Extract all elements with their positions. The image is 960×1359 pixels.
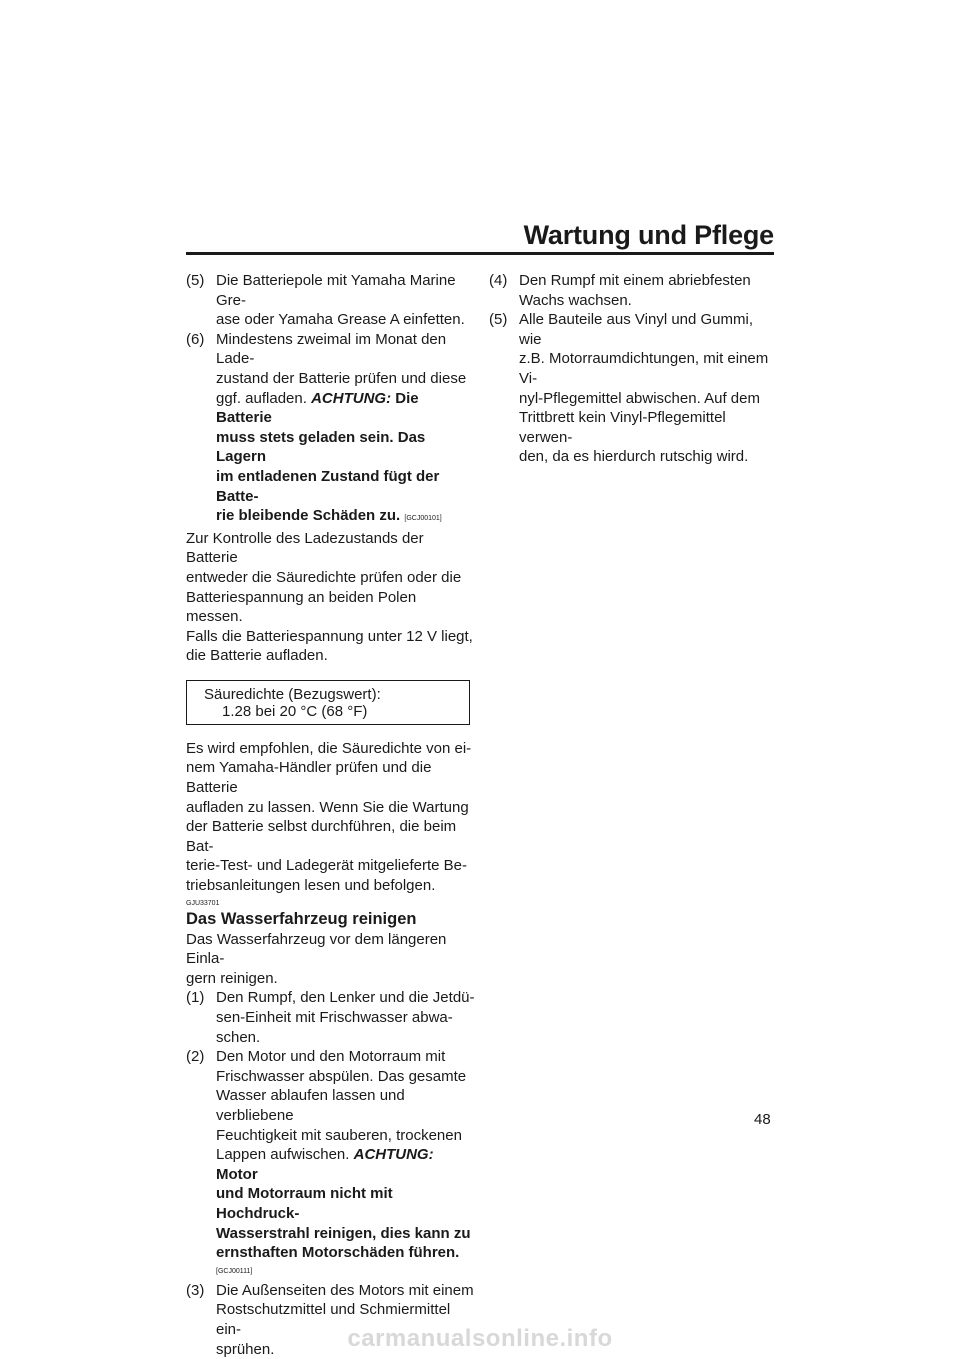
battery-step-5 xyxy=(186,271,476,330)
step-line: Die Außenseiten des Motors mit einem xyxy=(216,1281,476,1301)
section-title: Das Wasserfahrzeug reinigen xyxy=(186,909,476,929)
spec-value: 1.28 bei 20 °C (68 °F) xyxy=(204,703,469,720)
text-line: Falls die Batteriespannung unter 12 V liegt, xyxy=(186,627,476,647)
warning-text: Wasserstrahl reinigen, dies kann zu xyxy=(216,1224,476,1244)
step-line: Wasser ablaufen lassen und verbliebene xyxy=(216,1086,476,1125)
text-line: der Batterie selbst durchführen, die beim Bat- xyxy=(186,817,476,856)
warning-text: Die Batterie xyxy=(216,390,419,427)
step-line: sen-Einheit mit Frischwasser abwa- xyxy=(216,1008,476,1028)
cleaning-step-5 xyxy=(489,310,779,467)
step-number: (3) xyxy=(186,1281,204,1301)
footer-watermark: carmanualsonline.info xyxy=(0,1325,960,1353)
section-code: GJU33701 xyxy=(186,899,476,909)
step-line: Wachs wachsen. xyxy=(519,291,779,311)
step-line: Die Batteriepole mit Yamaha Marine Gre- xyxy=(216,271,476,310)
page-header-title: Wartung und Pflege xyxy=(524,220,774,251)
text-line: nem Yamaha-Händler prüfen und die Batterie xyxy=(186,758,476,797)
text-line: Zur Kontrolle des Ladezustands der Batterie xyxy=(186,529,476,568)
step-number: (6) xyxy=(186,330,204,350)
cleaning-step-4 xyxy=(489,271,779,310)
step-line: Den Motor und den Motorraum mit xyxy=(216,1047,476,1067)
step-line: Frischwasser abspülen. Das gesamte xyxy=(216,1067,476,1087)
warning-code: [GCJ00111] xyxy=(216,1266,476,1278)
step-line: Rostschutzmittel und Schmiermittel ein- xyxy=(216,1300,476,1339)
text-line: Das Wasserfahrzeug vor dem längeren Einla- xyxy=(186,930,476,969)
step-number: (2) xyxy=(186,1047,204,1067)
step-line: Feuchtigkeit mit sauberen, trockenen xyxy=(216,1126,476,1146)
spec-label: Säuredichte (Bezugswert): xyxy=(204,686,469,703)
step-line: Den Rumpf, den Lenker und die Jetdü- xyxy=(216,988,476,1008)
text-line: die Batterie aufladen. xyxy=(186,646,476,666)
text-line: gern reinigen. xyxy=(186,969,476,989)
step-line xyxy=(216,506,476,529)
step-number: (5) xyxy=(489,310,507,330)
step-line: Mindestens zweimal im Monat den Lade- xyxy=(216,330,476,369)
step-number: (4) xyxy=(489,271,507,291)
step-line: schen. xyxy=(216,1028,476,1048)
step-line: ase oder Yamaha Grease A einfetten. xyxy=(216,310,476,330)
left-column xyxy=(186,271,476,1359)
cleaning-step-1 xyxy=(186,988,476,1047)
page-number: 48 xyxy=(754,1111,771,1128)
step-line xyxy=(216,1145,476,1184)
step-line: Alle Bauteile aus Vinyl und Gummi, wie xyxy=(519,310,779,349)
warning-code: [GCJ00101] xyxy=(404,515,441,522)
step-text: ggf. aufladen. xyxy=(216,390,311,407)
step-line: nyl-Pflegemittel abwischen. Auf dem xyxy=(519,389,779,409)
step-number: (5) xyxy=(186,271,204,291)
header-rule xyxy=(186,252,774,255)
step-text: Lappen aufwischen. xyxy=(216,1146,354,1163)
text-line: aufladen zu lassen. Wenn Sie die Wartung xyxy=(186,798,476,818)
warning-text: rie bleibende Schäden zu. xyxy=(216,507,400,524)
text-line: triebsanleitungen lesen und befolgen. xyxy=(186,876,476,896)
warning-text: Motor xyxy=(216,1166,258,1183)
warning-text: im entladenen Zustand fügt der Batte- xyxy=(216,467,476,506)
warning-keyword: ACHTUNG: xyxy=(354,1146,434,1163)
battery-check-paragraph xyxy=(186,529,476,666)
text-line: Es wird empfohlen, die Säuredichte von ei- xyxy=(186,739,476,759)
step-line: Trittbrett kein Vinyl-Pflegemittel verwen- xyxy=(519,408,779,447)
step-line: zustand der Batterie prüfen und diese xyxy=(216,369,476,389)
spec-box xyxy=(186,680,470,725)
dealer-recommendation-paragraph xyxy=(186,739,476,896)
section-intro xyxy=(186,930,476,989)
warning-keyword: ACHTUNG: xyxy=(311,390,391,407)
battery-step-6 xyxy=(186,330,476,529)
warning-text: muss stets geladen sein. Das Lagern xyxy=(216,428,476,467)
text-line: entweder die Säuredichte prüfen oder die xyxy=(186,568,476,588)
text-line: terie-Test- und Ladegerät mitgelieferte Be- xyxy=(186,856,476,876)
step-line: den, da es hierdurch rutschig wird. xyxy=(519,447,779,467)
warning-text: und Motorraum nicht mit Hochdruck- xyxy=(216,1184,476,1223)
step-line: sprühen. xyxy=(216,1340,476,1359)
step-line xyxy=(216,389,476,428)
warning-text: ernsthaften Motorschäden führen. xyxy=(216,1243,476,1263)
right-column xyxy=(489,271,779,467)
step-number: (1) xyxy=(186,988,204,1008)
step-line: Den Rumpf mit einem abriebfesten xyxy=(519,271,779,291)
cleaning-step-2 xyxy=(186,1047,476,1263)
text-line: Batteriespannung an beiden Polen messen. xyxy=(186,588,476,627)
step-line: z.B. Motorraumdichtungen, mit einem Vi- xyxy=(519,349,779,388)
